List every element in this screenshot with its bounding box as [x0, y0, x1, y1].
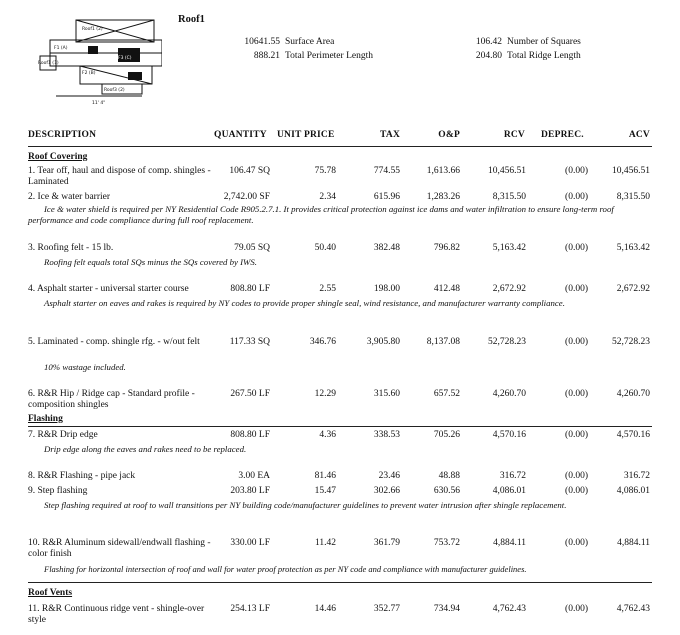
row-7-tax: 338.53: [373, 430, 400, 440]
row-9-description: 9. Step flashing: [28, 486, 88, 496]
row-5-unit-price: 346.76: [309, 337, 336, 347]
diagram-label-f1: F1 (A): [54, 46, 68, 51]
row-1-unit-price: 75.78: [314, 166, 336, 176]
row-6-op: 657.52: [433, 389, 460, 399]
row-9-tax: 302.66: [373, 486, 400, 496]
row-9-quantity: 203.80 LF: [230, 486, 270, 496]
row-10-description: 10. R&R Aluminum sidewall/endwall flashing - color finish: [28, 538, 211, 559]
row-1-deprec: (0.00): [565, 166, 588, 176]
row-4-rcv: 2,672.92: [492, 284, 526, 294]
row-4-acv: 2,672.92: [616, 284, 650, 294]
row-10-quantity: 330.00 LF: [230, 538, 270, 548]
diagram-label-dimension: 11' 4": [92, 101, 106, 106]
row-8-deprec: (0.00): [565, 471, 588, 481]
col-quantity: QUANTITY: [214, 130, 267, 140]
row-2-tax: 615.96: [373, 192, 400, 202]
row-11-rcv: 4,762.43: [492, 604, 526, 614]
diagram-label-roof3-2: Roof3 (2): [104, 88, 125, 93]
row-6-unit-price: 12.29: [314, 389, 336, 399]
row-9-op: 630.56: [433, 486, 460, 496]
ridge-label: Total Ridge Length: [507, 51, 581, 61]
row-9-note: Step flashing required at roof to wall transitions per NY building code/manufacturer guidelines to prevent water intrusion after shingle replacement.: [44, 500, 567, 510]
surface-area-value: 10641.55: [244, 37, 280, 47]
row-5-quantity: 117.33 SQ: [229, 337, 270, 347]
row-9-unit-price: 15.47: [314, 486, 336, 496]
row-6-acv: 4,260.70: [616, 389, 650, 399]
row-10-rcv: 4,884.11: [493, 538, 526, 548]
row-7-note: Drip edge along the eaves and rakes need to be replaced.: [44, 444, 247, 454]
row-3-quantity: 79.05 SQ: [234, 243, 270, 253]
row-3-description: 3. Roofing felt - 15 lb.: [28, 243, 114, 253]
row-7-quantity: 808.80 LF: [230, 430, 270, 440]
col-deprec: DEPREC.: [541, 130, 584, 140]
col-rcv: RCV: [503, 130, 525, 140]
col-tax: TAX: [380, 130, 400, 140]
row-5-op: 8,137.08: [426, 337, 460, 347]
row-5-tax: 3,905.80: [366, 337, 400, 347]
row-2-acv: 8,315.50: [616, 192, 650, 202]
row-7-deprec: (0.00): [565, 430, 588, 440]
row-1-op: 1,613.66: [426, 166, 460, 176]
col-description: DESCRIPTION: [28, 130, 97, 140]
row-9-acv: 4,086.01: [616, 486, 650, 496]
perimeter-label: Total Perimeter Length: [285, 51, 373, 61]
row-1-acv: 10,456.51: [612, 166, 650, 176]
row-10-acv: 4,884.11: [617, 538, 650, 548]
row-3-acv: 5,163.42: [616, 243, 650, 253]
diagram-label-roof1-2: Roof1 (2): [82, 27, 103, 32]
row-8-unit-price: 81.46: [314, 471, 336, 481]
row-1-description: 1. Tear off, haul and dispose of comp. shingles - Laminated: [28, 166, 211, 187]
flashing-rule: [28, 426, 652, 427]
col-unit-price: UNIT PRICE: [277, 130, 335, 140]
row-7-unit-price: 4.36: [319, 430, 336, 440]
row-8-rcv: 316.72: [499, 471, 526, 481]
row-2-op: 1,283.26: [426, 192, 460, 202]
row-4-op: 412.48: [433, 284, 460, 294]
row-8-tax: 23.46: [378, 471, 400, 481]
row-7-description: 7. R&R Drip edge: [28, 430, 98, 440]
row-8-quantity: 3.00 EA: [238, 471, 270, 481]
row-6-tax: 315.60: [373, 389, 400, 399]
row-6-quantity: 267.50 LF: [230, 389, 270, 399]
section-roof-covering: Roof Covering: [28, 152, 88, 162]
section-roof-vents: Roof Vents: [28, 588, 73, 598]
row-11-unit-price: 14.46: [314, 604, 336, 614]
squares-value: 106.42: [475, 37, 502, 47]
row-2-rcv: 8,315.50: [492, 192, 526, 202]
row-11-op: 734.94: [433, 604, 460, 614]
row-3-deprec: (0.00): [565, 243, 588, 253]
row-10-note: Flashing for horizontal intersection of roof and wall for water proof protection as per NY code and compliance with manufacturer guidelines.: [44, 564, 527, 574]
row-8-acv: 316.72: [623, 471, 650, 481]
row-7-op: 705.26: [433, 430, 460, 440]
row-3-tax: 382.48: [373, 243, 400, 253]
row-3-op: 796.82: [433, 243, 460, 253]
row-2-unit-price: 2.34: [319, 192, 336, 202]
row-10-op: 753.72: [433, 538, 460, 548]
page-title: Roof1: [178, 14, 205, 25]
header-rule: [28, 146, 652, 147]
section-flashing: Flashing: [28, 414, 63, 424]
row-10-deprec: (0.00): [565, 538, 588, 548]
row-4-note: Asphalt starter on eaves and rakes is required by NY codes to provide proper shingle seal, wind resistance, and manufacturer warranty compliance.: [44, 298, 565, 308]
roof-diagram: [32, 12, 162, 112]
row-8-op: 48.88: [438, 471, 460, 481]
ridge-value: 204.80: [475, 51, 502, 61]
row-11-quantity: 254.13 LF: [230, 604, 270, 614]
row-3-note: Roofing felt equals total SQs minus the SQs covered by IWS.: [44, 257, 257, 267]
row-2-description: 2. Ice & water barrier: [28, 192, 111, 202]
diagram-label-f3: F3 (C): [118, 56, 132, 61]
roof-vents-rule: [28, 582, 652, 583]
row-5-description: 5. Laminated - comp. shingle rfg. - w/out felt: [28, 337, 200, 347]
row-2-quantity: 2,742.00 SF: [223, 192, 270, 202]
row-3-unit-price: 50.40: [314, 243, 336, 253]
row-11-tax: 352.77: [373, 604, 400, 614]
row-5-acv: 52,728.23: [612, 337, 650, 347]
row-4-tax: 198.00: [373, 284, 400, 294]
row-1-tax: 774.55: [373, 166, 400, 176]
row-9-rcv: 4,086.01: [492, 486, 526, 496]
col-acv: ACV: [628, 130, 650, 140]
row-8-description: 8. R&R Flashing - pipe jack: [28, 471, 136, 481]
row-2-note: Ice & water shield is required per NY Residential Code R905.2.7.1. It provides critical protection against ice dams and water infiltration to ensure long-term roof performance and code compliance during full roof replacement.: [28, 204, 614, 225]
surface-area-label: Surface Area: [285, 37, 335, 47]
perimeter-value: 888.21: [253, 51, 280, 61]
squares-label: Number of Squares: [507, 37, 581, 47]
row-10-unit-price: 11.42: [314, 538, 336, 548]
row-7-rcv: 4,570.16: [492, 430, 526, 440]
row-1-rcv: 10,456.51: [488, 166, 526, 176]
row-11-description: 11. R&R Continuous ridge vent - shingle-over style: [28, 604, 205, 625]
row-7-acv: 4,570.16: [616, 430, 650, 440]
diagram-label-f2: F2 (B): [82, 71, 96, 76]
row-10-tax: 361.79: [373, 538, 400, 548]
row-2-deprec: (0.00): [565, 192, 588, 202]
row-4-quantity: 808.80 LF: [230, 284, 270, 294]
row-9-deprec: (0.00): [565, 486, 588, 496]
row-6-description: 6. R&R Hip / Ridge cap - Standard profile - composition shingles: [28, 389, 195, 410]
row-1-quantity: 106.47 SQ: [229, 166, 270, 176]
row-4-description: 4. Asphalt starter - universal starter course: [28, 284, 189, 294]
row-11-deprec: (0.00): [565, 604, 588, 614]
col-op: O&P: [438, 130, 460, 140]
row-6-rcv: 4,260.70: [492, 389, 526, 399]
row-5-deprec: (0.00): [565, 337, 588, 347]
row-4-unit-price: 2.55: [319, 284, 336, 294]
row-5-rcv: 52,728.23: [488, 337, 526, 347]
row-5-note: 10% wastage included.: [44, 362, 126, 372]
row-6-deprec: (0.00): [565, 389, 588, 399]
row-11-acv: 4,762.43: [616, 604, 650, 614]
row-3-rcv: 5,163.42: [492, 243, 526, 253]
row-4-deprec: (0.00): [565, 284, 588, 294]
diagram-label-roof1-1: Roof1 (1): [38, 61, 59, 66]
